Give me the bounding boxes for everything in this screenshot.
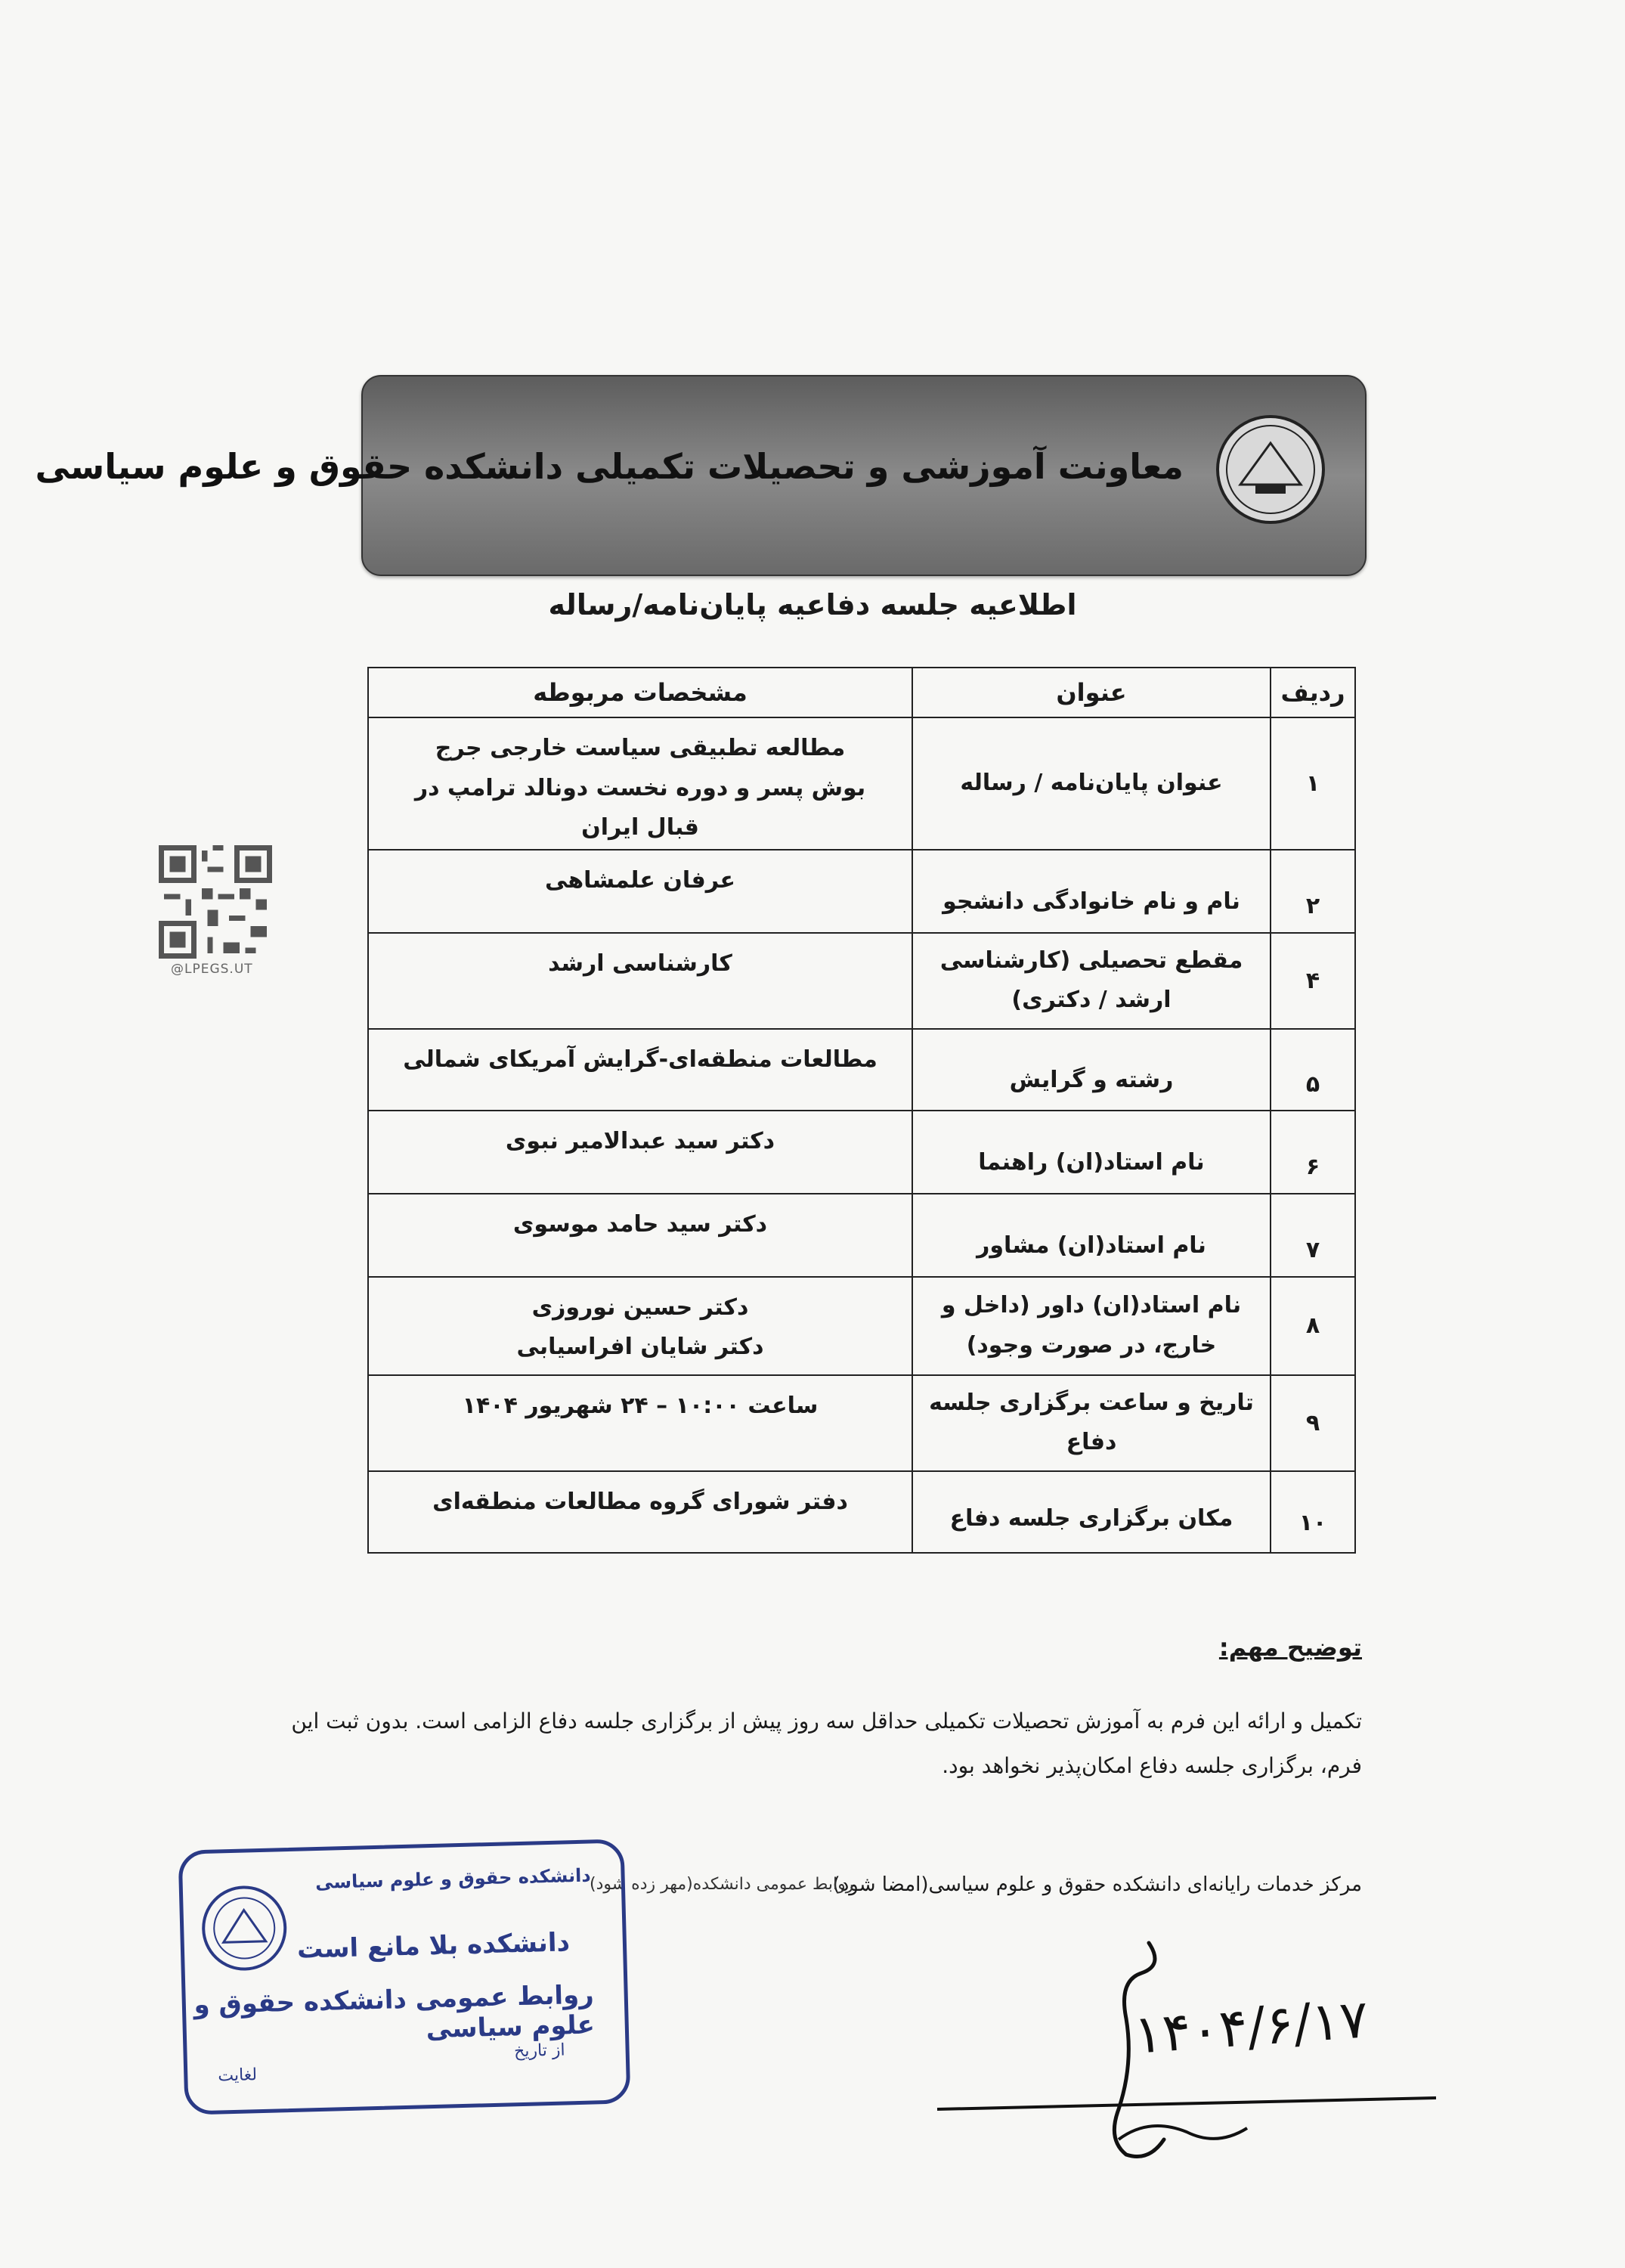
signature-date: ۱۴۰۴/۶/۱۷ [1131,1988,1370,2066]
row-detail: دکتر سید عبدالامیر نبوی [368,1111,912,1194]
qr-code-icon [159,845,272,959]
table-row [368,933,1355,1029]
table-row [368,1029,1355,1111]
row-detail [368,1277,912,1375]
info-table [367,667,1356,1554]
header-title-col: عنوان [912,668,1271,717]
row-detail: کارشناسی ارشد [368,933,912,1029]
qr-caption: @LPEGS.UT [171,962,253,977]
stamp-line-3: روابط عمومی دانشکده حقوق و علوم سیاسی [193,1979,596,2045]
table-row [368,1277,1355,1375]
header-banner [35,375,1367,576]
table-row [368,1111,1355,1194]
stamp-emblem-icon [198,1882,291,1975]
row-title: تاریخ و ساعت برگزاری جلسه دفاع [912,1375,1271,1471]
row-title: نام و نام خانوادگی دانشجو [912,850,1271,933]
row-num: ۵ [1271,1029,1355,1111]
university-seal-icon [1214,413,1327,526]
document-title: اطلاعیه جلسه دفاعیه پایان‌نامه/رساله [548,588,1077,621]
row-detail: دکتر سید حامد موسوی [368,1194,912,1277]
stamp-to-date: لغایت [218,2065,258,2086]
row-detail: عرفان علمشاهی [368,850,912,933]
referee-1: دکتر حسین نوروزی [531,1294,749,1321]
row-title: نام استاد(ان) راهنما [912,1111,1271,1194]
referee-2: دکتر شایان افراسیابی [516,1334,764,1360]
row-num: ۸ [1271,1277,1355,1375]
table-row [368,717,1355,850]
header-num: ردیف [1271,668,1355,717]
row-title: نام استاد(ان) داور (داخل و خارج، در صورت وجود) [912,1277,1271,1375]
stamp-line-1: دانشکده حقوق و علوم سیاسی [314,1864,591,1894]
table-row [368,1471,1355,1553]
public-relations-stamp [178,1839,631,2115]
row-detail: مطالعه تطبیقی سیاست خارجی جرج بوش پسر و دوره نخست دونالد ترامپ در قبال ایران [368,717,912,850]
row-num: ۹ [1271,1375,1355,1471]
header-title: معاونت آموزشی و تحصیلات تکمیلی دانشکده حقوق و علوم سیاسی [35,446,1184,487]
row-num: ۴ [1271,933,1355,1029]
table-header-row [368,668,1355,717]
row-title: مقطع تحصیلی (کارشناسی ارشد / دکتری) [912,933,1271,1029]
table-row [368,1375,1355,1471]
row-title: عنوان پایان‌نامه / رساله [912,717,1271,850]
stamp-caption: روابط عمومی دانشکده(مهر زده شود) [590,1875,854,1894]
row-num: ۷ [1271,1194,1355,1277]
row-num: ۲ [1271,850,1355,933]
computer-center-label: مرکز خدمات رایانه‌ای دانشکده حقوق و علوم سیاسی(امضا شود) [832,1873,1362,1896]
row-detail: ساعت ۱۰:۰۰ – ۲۴ شهریور ۱۴۰۴ [368,1375,912,1471]
row-detail: مطالعات منطقه‌ای-گرایش آمریکای شمالی [368,1029,912,1111]
row-title: نام استاد(ان) مشاور [912,1194,1271,1277]
table-row [368,850,1355,933]
row-title: رشته و گرایش [912,1029,1271,1111]
row-num: ۶ [1271,1111,1355,1194]
row-num: ۱ [1271,717,1355,850]
table-row [368,1194,1355,1277]
stamp-line-2: دانشکده بلا مانع است [296,1927,571,1965]
notes-body: تکمیل و ارائه این فرم به آموزش تحصیلات تکمیلی حداقل سه روز پیش از برگزاری جلسه دفاع الزامی است. بدون ثبت این فرم، برگزاری جلسه دفاع امکان‌پذیر نخواهد بود. [291,1709,1362,1778]
header-detail: مشخصات مربوطه [368,668,912,717]
row-detail: دفتر شورای گروه مطالعات منطقه‌ای [368,1471,912,1553]
notes-heading: توضیح مهم: [1218,1633,1362,1662]
stamp-from-date: از تاریخ [513,2040,565,2062]
row-title: مکان برگزاری جلسه دفاع [912,1471,1271,1553]
row-num: ۱۰ [1271,1471,1355,1553]
